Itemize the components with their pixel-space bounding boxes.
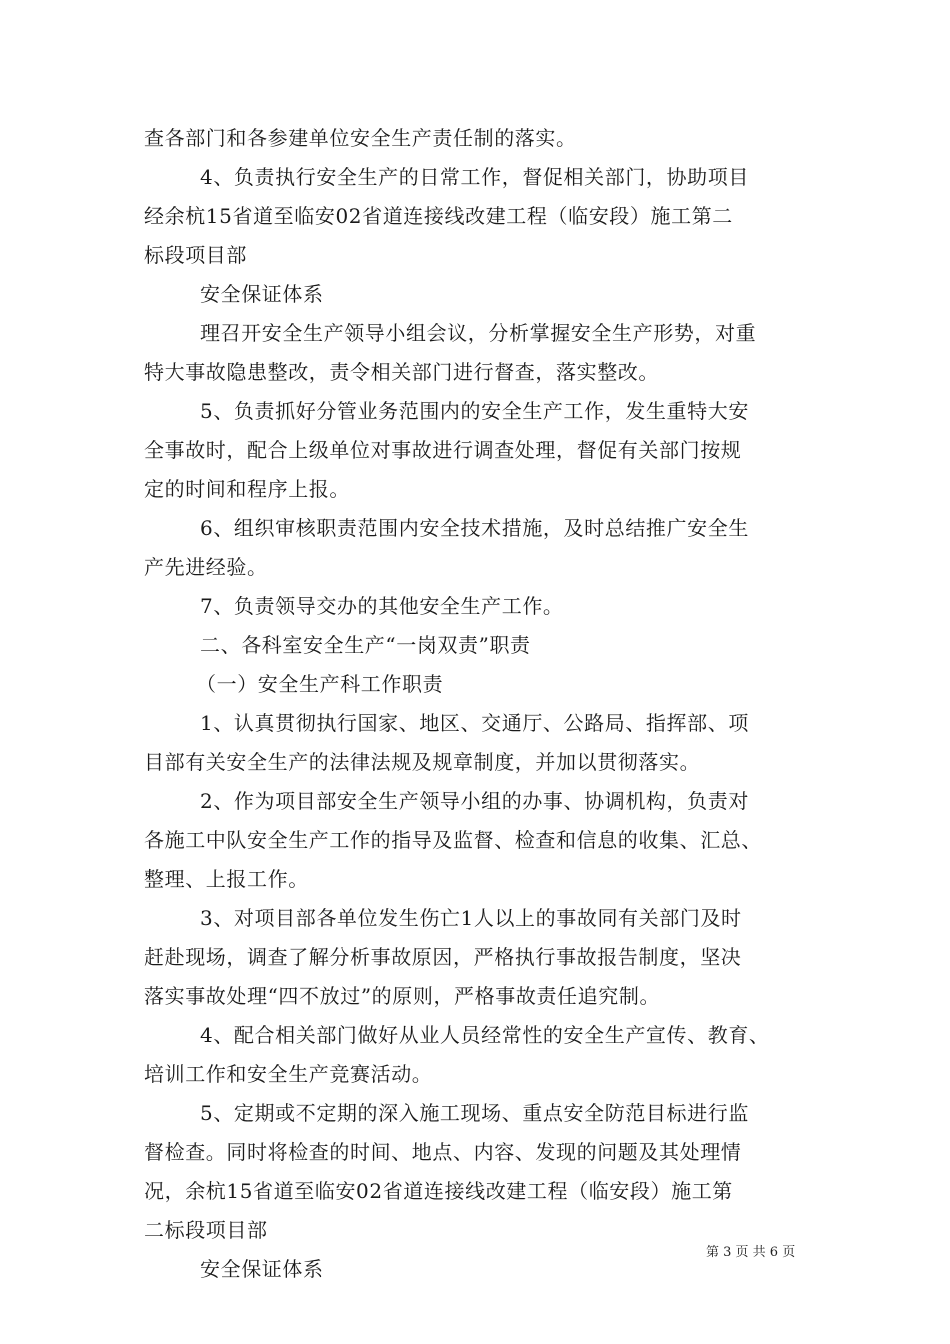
text-line: 查各部门和各参建单位安全生产责任制的落实。 bbox=[144, 126, 577, 150]
text-line: 目部有关安全生产的法律法规及规章制度，并加以贯彻落实。 bbox=[144, 750, 701, 774]
text-line: 全事故时，配合上级单位对事故进行调查处理，督促有关部门按规 bbox=[144, 438, 742, 462]
text-line: 3、对项目部各单位发生伤亡1人以上的事故同有关部门及时 bbox=[200, 906, 742, 930]
text-line: 5、负责抓好分管业务范围内的安全生产工作，发生重特大安 bbox=[200, 399, 749, 423]
text-line: 理召开安全生产领导小组会议，分析掌握安全生产形势，对重 bbox=[200, 321, 757, 345]
text-line: 6、组织审核职责范围内安全技术措施，及时总结推广安全生 bbox=[200, 516, 749, 540]
text-line: 经余杭15省道至临安02省道连接线改建工程（临安段）施工第二 bbox=[144, 204, 733, 228]
page-number: 第 3 页 共 6 页 bbox=[706, 1245, 796, 1260]
text-line: 4、配合相关部门做好从业人员经常性的安全生产宣传、教育、 bbox=[200, 1023, 770, 1047]
text-line: 各施工中队安全生产工作的指导及监督、检查和信息的收集、汇总、 bbox=[144, 828, 762, 852]
text-line: 5、定期或不定期的深入施工现场、重点安全防范目标进行监 bbox=[200, 1101, 749, 1125]
text-line: 特大事故隐患整改，责令相关部门进行督查，落实整改。 bbox=[144, 360, 659, 384]
text-line: 1、认真贯彻执行国家、地区、交通厅、公路局、指挥部、项 bbox=[200, 711, 749, 735]
text-line: 产先进经验。 bbox=[144, 555, 268, 579]
text-line: 7、负责领导交办的其他安全生产工作。 bbox=[200, 594, 564, 618]
document-body bbox=[144, 119, 826, 1289]
text-line: 标段项目部 bbox=[144, 243, 247, 267]
section-heading: 安全保证体系 bbox=[200, 282, 324, 306]
text-line: 况，余杭15省道至临安02省道连接线改建工程（临安段）施工第 bbox=[144, 1179, 733, 1203]
section-heading: 二、各科室安全生产“一岗双责”职责 bbox=[200, 633, 531, 657]
text-line: 4、负责执行安全生产的日常工作，督促相关部门，协助项目 bbox=[200, 165, 749, 189]
text-line: 落实事故处理“四不放过”的原则，严格事故责任追究制。 bbox=[144, 984, 661, 1008]
text-line: 定的时间和程序上报。 bbox=[144, 477, 350, 501]
text-line: 赶赴现场，调查了解分析事故原因，严格执行事故报告制度，坚决 bbox=[144, 945, 742, 969]
text-line: 整理、上报工作。 bbox=[144, 867, 309, 891]
text-line: 2、作为项目部安全生产领导小组的办事、协调机构，负责对 bbox=[200, 789, 749, 813]
text-line: 培训工作和安全生产竞赛活动。 bbox=[144, 1062, 433, 1086]
section-heading: 安全保证体系 bbox=[200, 1257, 324, 1281]
text-line: 二标段项目部 bbox=[144, 1218, 268, 1242]
subsection-heading: （一）安全生产科工作职责 bbox=[196, 672, 444, 696]
text-line: 督检查。同时将检查的时间、地点、内容、发现的问题及其处理情 bbox=[144, 1140, 742, 1164]
